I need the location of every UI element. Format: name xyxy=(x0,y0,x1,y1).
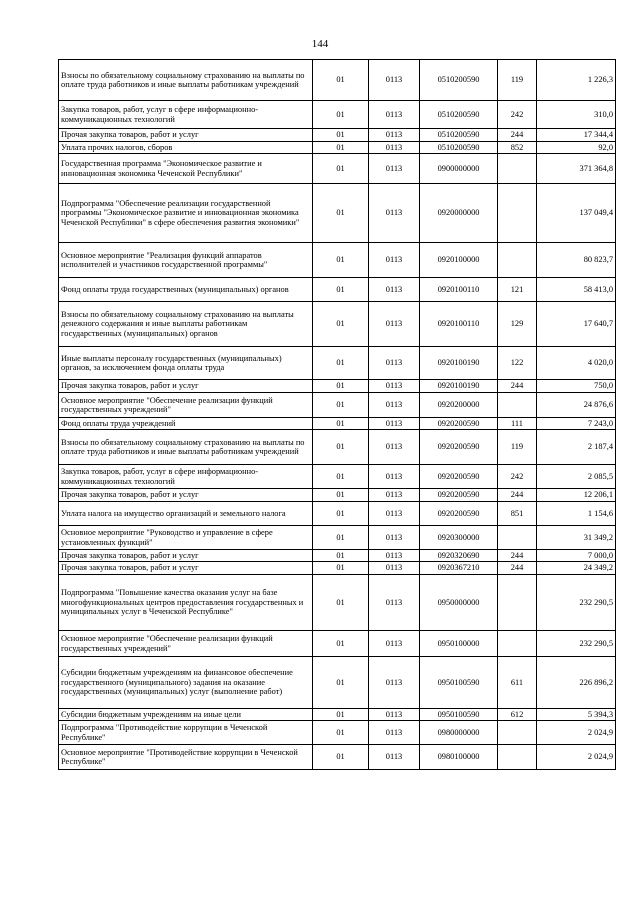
row-name: Закупка товаров, работ, услуг в сфере информационно-коммуникационных технологий xyxy=(59,101,313,129)
section-code: 01 xyxy=(313,418,369,430)
table-row xyxy=(59,657,616,709)
subsection-code: 0113 xyxy=(369,347,420,380)
row-name: Прочая закупка товаров, работ и услуг xyxy=(59,380,313,393)
section-code: 01 xyxy=(313,657,369,709)
table-row xyxy=(59,129,616,142)
expense-type-code xyxy=(498,184,537,243)
amount: 7 000,0 xyxy=(537,550,616,562)
expense-type-code: 129 xyxy=(498,302,537,347)
section-code: 01 xyxy=(313,721,369,745)
target-article-code: 0920200590 xyxy=(420,502,498,526)
section-code: 01 xyxy=(313,562,369,575)
expense-type-code: 122 xyxy=(498,347,537,380)
amount: 4 020,0 xyxy=(537,347,616,380)
amount: 17 344,4 xyxy=(537,129,616,142)
target-article-code: 0950000000 xyxy=(420,575,498,631)
expense-type-code xyxy=(498,575,537,631)
section-code: 01 xyxy=(313,575,369,631)
row-name: Основное мероприятие "Противодействие коррупции в Чеченской Республике" xyxy=(59,745,313,770)
subsection-code: 0113 xyxy=(369,418,420,430)
target-article-code: 0950100590 xyxy=(420,657,498,709)
table-row xyxy=(59,721,616,745)
subsection-code: 0113 xyxy=(369,380,420,393)
row-name: Фонд оплаты труда учреждений xyxy=(59,418,313,430)
expense-type-code: 244 xyxy=(498,129,537,142)
expense-type-code: 244 xyxy=(498,550,537,562)
subsection-code: 0113 xyxy=(369,526,420,550)
target-article-code: 0920100110 xyxy=(420,302,498,347)
target-article-code: 0920367210 xyxy=(420,562,498,575)
expense-type-code: 119 xyxy=(498,60,537,101)
table-row xyxy=(59,502,616,526)
amount: 137 049,4 xyxy=(537,184,616,243)
budget-table xyxy=(58,59,616,770)
target-article-code: 0900000000 xyxy=(420,154,498,184)
subsection-code: 0113 xyxy=(369,184,420,243)
expense-type-code: 612 xyxy=(498,709,537,721)
expense-type-code xyxy=(498,526,537,550)
table-row xyxy=(59,278,616,302)
expense-type-code xyxy=(498,745,537,770)
expense-type-code xyxy=(498,631,537,657)
target-article-code: 0920200590 xyxy=(420,430,498,465)
section-code: 01 xyxy=(313,430,369,465)
target-article-code: 0980000000 xyxy=(420,721,498,745)
expense-type-code: 242 xyxy=(498,101,537,129)
row-name: Фонд оплаты труда государственных (муниципальных) органов xyxy=(59,278,313,302)
subsection-code: 0113 xyxy=(369,60,420,101)
table-row xyxy=(59,418,616,430)
amount: 2 187,4 xyxy=(537,430,616,465)
section-code: 01 xyxy=(313,489,369,502)
table-row xyxy=(59,347,616,380)
target-article-code: 0950100590 xyxy=(420,709,498,721)
target-article-code: 0950100000 xyxy=(420,631,498,657)
amount: 2 024,9 xyxy=(537,721,616,745)
amount: 226 896,2 xyxy=(537,657,616,709)
row-name: Основное мероприятие "Обеспечение реализации функций государственных учреждений" xyxy=(59,393,313,418)
row-name: Прочая закупка товаров, работ и услуг xyxy=(59,562,313,575)
target-article-code: 0920300000 xyxy=(420,526,498,550)
row-name: Подпрограмма "Повышение качества оказания услуг на базе многофункциональных центров предоставления государственных и муниципальных услуг в Чеченской Республике" xyxy=(59,575,313,631)
subsection-code: 0113 xyxy=(369,631,420,657)
amount: 92,0 xyxy=(537,142,616,154)
subsection-code: 0113 xyxy=(369,154,420,184)
subsection-code: 0113 xyxy=(369,502,420,526)
target-article-code: 0920000000 xyxy=(420,184,498,243)
expense-type-code xyxy=(498,154,537,184)
amount: 750,0 xyxy=(537,380,616,393)
amount: 1 226,3 xyxy=(537,60,616,101)
subsection-code: 0113 xyxy=(369,489,420,502)
table-row xyxy=(59,430,616,465)
section-code: 01 xyxy=(313,278,369,302)
table-row xyxy=(59,465,616,489)
amount: 2 024,9 xyxy=(537,745,616,770)
expense-type-code: 242 xyxy=(498,465,537,489)
subsection-code: 0113 xyxy=(369,129,420,142)
target-article-code: 0980100000 xyxy=(420,745,498,770)
subsection-code: 0113 xyxy=(369,393,420,418)
expense-type-code: 852 xyxy=(498,142,537,154)
target-article-code: 0920100190 xyxy=(420,380,498,393)
amount: 31 349,2 xyxy=(537,526,616,550)
amount: 2 085,5 xyxy=(537,465,616,489)
row-name: Уплата прочих налогов, сборов xyxy=(59,142,313,154)
table-row xyxy=(59,631,616,657)
expense-type-code xyxy=(498,243,537,278)
amount: 371 364,8 xyxy=(537,154,616,184)
subsection-code: 0113 xyxy=(369,657,420,709)
expense-type-code: 111 xyxy=(498,418,537,430)
row-name: Уплата налога на имущество организаций и земельного налога xyxy=(59,502,313,526)
row-name: Иные выплаты персоналу государственных (муниципальных) органов, за исключением фонда оплаты труда xyxy=(59,347,313,380)
section-code: 01 xyxy=(313,465,369,489)
table-row xyxy=(59,562,616,575)
subsection-code: 0113 xyxy=(369,465,420,489)
expense-type-code: 119 xyxy=(498,430,537,465)
subsection-code: 0113 xyxy=(369,101,420,129)
expense-type-code: 611 xyxy=(498,657,537,709)
row-name: Взносы по обязательному социальному страхованию на выплаты по оплате труда работников и иные выплаты работникам учреждений xyxy=(59,60,313,101)
budget-table-body xyxy=(59,60,616,770)
target-article-code: 0920100110 xyxy=(420,278,498,302)
page-number: 144 xyxy=(311,38,329,50)
table-row xyxy=(59,142,616,154)
section-code: 01 xyxy=(313,526,369,550)
amount: 232 290,5 xyxy=(537,631,616,657)
table-row xyxy=(59,184,616,243)
target-article-code: 0510200590 xyxy=(420,60,498,101)
table-row xyxy=(59,154,616,184)
table-row xyxy=(59,380,616,393)
expense-type-code: 121 xyxy=(498,278,537,302)
section-code: 01 xyxy=(313,502,369,526)
section-code: 01 xyxy=(313,347,369,380)
section-code: 01 xyxy=(313,380,369,393)
table-row xyxy=(59,393,616,418)
expense-type-code: 244 xyxy=(498,562,537,575)
target-article-code: 0920320690 xyxy=(420,550,498,562)
subsection-code: 0113 xyxy=(369,243,420,278)
subsection-code: 0113 xyxy=(369,575,420,631)
section-code: 01 xyxy=(313,302,369,347)
expense-type-code: 244 xyxy=(498,380,537,393)
row-name: Основное мероприятие "Реализация функций аппаратов исполнителей и участников государственной программы" xyxy=(59,243,313,278)
amount: 232 290,5 xyxy=(537,575,616,631)
section-code: 01 xyxy=(313,550,369,562)
target-article-code: 0920200590 xyxy=(420,489,498,502)
subsection-code: 0113 xyxy=(369,745,420,770)
expense-type-code: 244 xyxy=(498,489,537,502)
subsection-code: 0113 xyxy=(369,278,420,302)
table-row xyxy=(59,575,616,631)
section-code: 01 xyxy=(313,101,369,129)
amount: 17 640,7 xyxy=(537,302,616,347)
target-article-code: 0510200590 xyxy=(420,129,498,142)
amount: 80 823,7 xyxy=(537,243,616,278)
subsection-code: 0113 xyxy=(369,721,420,745)
row-name: Основное мероприятие "Обеспечение реализации функций государственных учреждений" xyxy=(59,631,313,657)
target-article-code: 0510200590 xyxy=(420,142,498,154)
table-row xyxy=(59,302,616,347)
table-row xyxy=(59,489,616,502)
section-code: 01 xyxy=(313,129,369,142)
section-code: 01 xyxy=(313,393,369,418)
subsection-code: 0113 xyxy=(369,142,420,154)
target-article-code: 0920100000 xyxy=(420,243,498,278)
table-row xyxy=(59,745,616,770)
subsection-code: 0113 xyxy=(369,430,420,465)
amount: 7 243,0 xyxy=(537,418,616,430)
subsection-code: 0113 xyxy=(369,302,420,347)
expense-type-code: 851 xyxy=(498,502,537,526)
row-name: Прочая закупка товаров, работ и услуг xyxy=(59,129,313,142)
row-name: Подпрограмма "Обеспечение реализации государственной программы "Экономическое развитие и инновационная экономика Чеченской Республики" в сфере обеспечения развития экономики" xyxy=(59,184,313,243)
subsection-code: 0113 xyxy=(369,550,420,562)
table-row xyxy=(59,60,616,101)
section-code: 01 xyxy=(313,709,369,721)
target-article-code: 0920200000 xyxy=(420,393,498,418)
target-article-code: 0920200590 xyxy=(420,465,498,489)
row-name: Государственная программа "Экономическое развитие и инновационная экономика Чеченской Республики" xyxy=(59,154,313,184)
row-name: Основное мероприятие "Руководство и управление в сфере установленных функций" xyxy=(59,526,313,550)
row-name: Прочая закупка товаров, работ и услуг xyxy=(59,550,313,562)
amount: 58 413,0 xyxy=(537,278,616,302)
amount: 24 876,6 xyxy=(537,393,616,418)
amount: 5 394,3 xyxy=(537,709,616,721)
row-name: Взносы по обязательному социальному страхованию на выплаты по оплате труда работников и иные выплаты работникам учреждений xyxy=(59,430,313,465)
expense-type-code xyxy=(498,721,537,745)
target-article-code: 0920100190 xyxy=(420,347,498,380)
section-code: 01 xyxy=(313,154,369,184)
subsection-code: 0113 xyxy=(369,709,420,721)
row-name: Взносы по обязательному социальному страхованию на выплаты денежного содержания и иные выплаты работникам государственных (муниципальных) органов xyxy=(59,302,313,347)
target-article-code: 0920200590 xyxy=(420,418,498,430)
amount: 1 154,6 xyxy=(537,502,616,526)
subsection-code: 0113 xyxy=(369,562,420,575)
table-row xyxy=(59,709,616,721)
amount: 310,0 xyxy=(537,101,616,129)
section-code: 01 xyxy=(313,631,369,657)
expense-type-code xyxy=(498,393,537,418)
row-name: Закупка товаров, работ, услуг в сфере информационно-коммуникационных технологий xyxy=(59,465,313,489)
amount: 24 349,2 xyxy=(537,562,616,575)
section-code: 01 xyxy=(313,142,369,154)
amount: 12 206,1 xyxy=(537,489,616,502)
table-row xyxy=(59,101,616,129)
row-name: Подпрограмма "Противодействие коррупции в Чеченской Республике" xyxy=(59,721,313,745)
table-row xyxy=(59,243,616,278)
target-article-code: 0510200590 xyxy=(420,101,498,129)
row-name: Субсидии бюджетным учреждениям на иные цели xyxy=(59,709,313,721)
section-code: 01 xyxy=(313,745,369,770)
section-code: 01 xyxy=(313,60,369,101)
table-row xyxy=(59,550,616,562)
row-name: Прочая закупка товаров, работ и услуг xyxy=(59,489,313,502)
section-code: 01 xyxy=(313,184,369,243)
section-code: 01 xyxy=(313,243,369,278)
table-row xyxy=(59,526,616,550)
row-name: Субсидии бюджетным учреждениям на финансовое обеспечение государственного (муниципального) задания на оказание государственных (муниципальных) услуг (выполнение работ) xyxy=(59,657,313,709)
